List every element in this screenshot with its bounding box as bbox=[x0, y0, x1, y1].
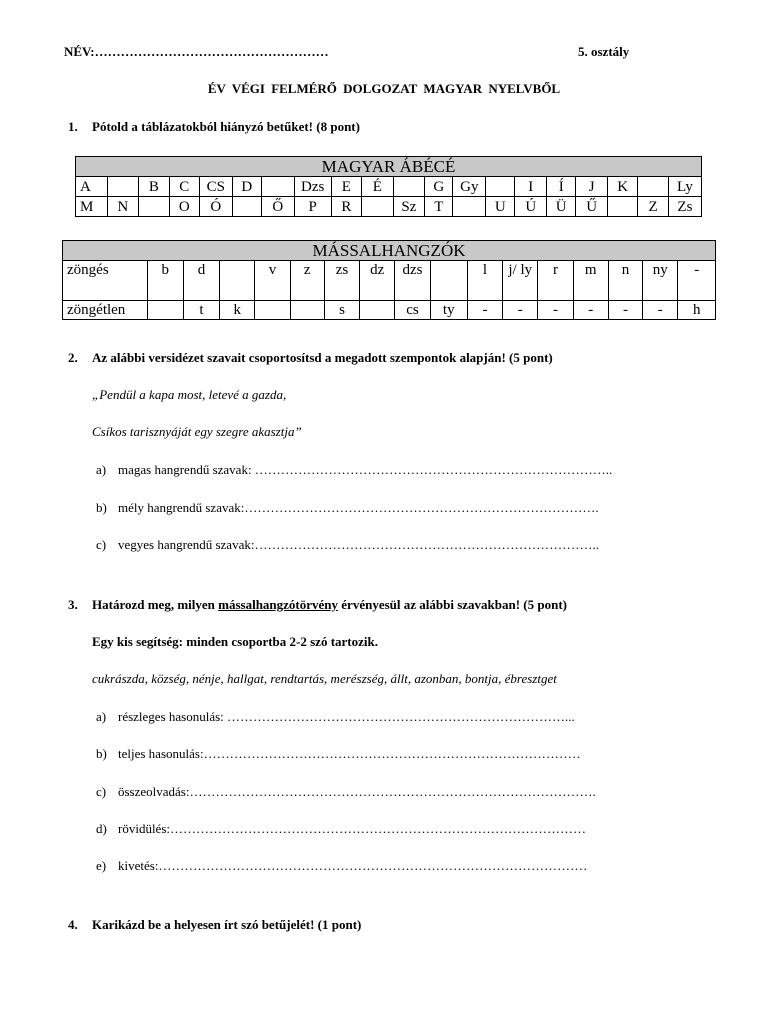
abc-row1-cell: B bbox=[139, 177, 169, 197]
abc-row2-cell: N bbox=[107, 197, 139, 217]
voiceless-cell: k bbox=[220, 301, 255, 320]
q3-text-after: érvényesül az alábbi szavakban! (5 pont) bbox=[341, 597, 567, 612]
abc-row1-cell: CS bbox=[200, 177, 233, 197]
abc-row1-cell[interactable] bbox=[107, 177, 139, 197]
q2-text: Az alábbi versidézet szavait csoportosítsd a megadott szempontok alapján! (5 pont) bbox=[92, 350, 553, 365]
voiceless-cell: h bbox=[678, 301, 716, 320]
q3-hint: Egy kis segítség: minden csoportba 2-2 szó tartozik. bbox=[92, 634, 378, 649]
grade-label: 5. osztály bbox=[578, 44, 630, 59]
abc-row2-cell[interactable] bbox=[453, 197, 486, 217]
voiceless-cell[interactable] bbox=[360, 301, 395, 320]
q3-item-c-answer-line[interactable]: összeolvadás:…………………………………………………………………………………. bbox=[118, 784, 596, 799]
abc-row2-cell[interactable] bbox=[139, 197, 169, 217]
voiced-cell[interactable] bbox=[220, 261, 255, 301]
q4-number: 4. bbox=[68, 917, 78, 932]
voiced-cell[interactable] bbox=[430, 261, 467, 301]
q3-item-a-answer-line[interactable]: részleges hasonulás: ……………………………………………………………………... bbox=[118, 709, 575, 724]
abc-row1-cell[interactable] bbox=[638, 177, 668, 197]
q4-text: Karikázd be a helyesen írt szó betűjelét! (1 pont) bbox=[92, 917, 362, 932]
abc-row2-cell: Ü bbox=[547, 197, 576, 217]
q2-item-b-letter: b) bbox=[96, 500, 107, 515]
voiced-cell: dz bbox=[360, 261, 395, 301]
voiced-cell: d bbox=[183, 261, 219, 301]
abc-row1-cell: Í bbox=[547, 177, 576, 197]
abc-row2-cell: Ő bbox=[262, 197, 295, 217]
abc-row2-cell: Ű bbox=[576, 197, 608, 217]
voiced-cell: ny bbox=[643, 261, 678, 301]
voiceless-cell: s bbox=[324, 301, 359, 320]
q3-item-d-answer-line[interactable]: rövidülés:…………………………………………………………………………………… bbox=[118, 821, 586, 836]
abc-row2-cell[interactable] bbox=[362, 197, 394, 217]
voiceless-cell: - bbox=[538, 301, 573, 320]
abc-row2-cell: U bbox=[486, 197, 515, 217]
abc-row2-cell: M bbox=[76, 197, 108, 217]
abc-row1-cell: É bbox=[362, 177, 394, 197]
abc-row2-cell: Zs bbox=[668, 197, 701, 217]
voiced-cell: r bbox=[538, 261, 573, 301]
poem-line-2: Csíkos tarisznyáját egy szegre akasztja” bbox=[92, 424, 302, 439]
voiced-label: zöngés bbox=[63, 261, 148, 301]
q3-item-e-answer-line[interactable]: kivetés:……………………………………………………………………………………… bbox=[118, 858, 588, 873]
abc-row1-cell[interactable] bbox=[486, 177, 515, 197]
q1-number: 1. bbox=[68, 119, 78, 134]
abc-row2-cell: R bbox=[331, 197, 361, 217]
q3-item-b-letter: b) bbox=[96, 746, 107, 761]
abc-row1-cell: E bbox=[331, 177, 361, 197]
q2-number: 2. bbox=[68, 350, 78, 365]
abc-row1-cell: A bbox=[76, 177, 108, 197]
q3-item-d-letter: d) bbox=[96, 821, 107, 836]
consonant-table-title: MÁSSALHANGZÓK bbox=[63, 241, 716, 261]
voiceless-cell: - bbox=[467, 301, 502, 320]
abc-row1-cell: I bbox=[515, 177, 547, 197]
abc-row1-cell: Ly bbox=[668, 177, 701, 197]
abc-row1-cell: Dzs bbox=[294, 177, 331, 197]
voiceless-cell: ty bbox=[430, 301, 467, 320]
abc-table bbox=[75, 156, 702, 217]
page-title: ÉV VÉGI FELMÉRŐ DOLGOZAT MAGYAR NYELVBŐL bbox=[207, 81, 561, 96]
consonant-table bbox=[62, 240, 716, 320]
abc-row1-cell: G bbox=[425, 177, 453, 197]
voiceless-cell: - bbox=[643, 301, 678, 320]
abc-row1-cell: D bbox=[232, 177, 261, 197]
q2-item-b-answer-line[interactable]: mély hangrendű szavak:………………………………………………………………………. bbox=[118, 500, 599, 515]
voiceless-label: zöngétlen bbox=[63, 301, 148, 320]
voiceless-cell: t bbox=[183, 301, 219, 320]
q3-text-before: Határozd meg, milyen bbox=[92, 597, 215, 612]
voiced-cell: zs bbox=[324, 261, 359, 301]
abc-title: MAGYAR ÁBÉCÉ bbox=[76, 157, 702, 177]
poem-line-1: „Pendül a kapa most, letevé a gazda, bbox=[92, 387, 287, 402]
voiceless-cell[interactable] bbox=[147, 301, 183, 320]
abc-row2-cell[interactable] bbox=[607, 197, 637, 217]
q3-item-a-letter: a) bbox=[96, 709, 107, 724]
voiced-cell: z bbox=[290, 261, 324, 301]
q1-text: Pótold a táblázatokból hiányzó betűket! (8 pont) bbox=[92, 119, 360, 134]
voiceless-cell: cs bbox=[395, 301, 430, 320]
q2-item-c-answer-line[interactable]: vegyes hangrendű szavak:…………………………………………………………………….. bbox=[118, 537, 599, 552]
voiced-cell: j/ ly bbox=[503, 261, 538, 301]
q3-item-c-letter: c) bbox=[96, 784, 107, 799]
abc-row2-cell: P bbox=[294, 197, 331, 217]
voiced-cell: b bbox=[147, 261, 183, 301]
abc-row2-cell[interactable] bbox=[232, 197, 261, 217]
voiceless-cell: - bbox=[608, 301, 642, 320]
q3-text bbox=[92, 597, 567, 613]
q2-item-c-letter: c) bbox=[96, 537, 107, 552]
abc-row2-cell: Ú bbox=[515, 197, 547, 217]
abc-row2-cell: Sz bbox=[393, 197, 425, 217]
abc-row1-cell[interactable] bbox=[393, 177, 425, 197]
q2-item-a-letter: a) bbox=[96, 462, 107, 477]
voiced-cell: - bbox=[678, 261, 716, 301]
abc-row2-cell: O bbox=[169, 197, 199, 217]
abc-row1-cell: C bbox=[169, 177, 199, 197]
q3-number: 3. bbox=[68, 597, 78, 612]
abc-row2-cell: T bbox=[425, 197, 453, 217]
abc-row1-cell: Gy bbox=[453, 177, 486, 197]
voiced-cell: n bbox=[608, 261, 642, 301]
voiced-cell: v bbox=[255, 261, 290, 301]
name-field[interactable]: NÉV:……………………………………………… bbox=[64, 44, 329, 59]
abc-row1-cell: K bbox=[607, 177, 637, 197]
voiceless-cell: - bbox=[503, 301, 538, 320]
abc-row1-cell[interactable] bbox=[262, 177, 295, 197]
q3-word-list: cukrászda, község, nénje, hallgat, rendtartás, merészség, állt, azonban, bontja, ébresztget bbox=[92, 671, 557, 686]
voiced-cell: l bbox=[467, 261, 502, 301]
voiced-cell: dzs bbox=[395, 261, 430, 301]
voiceless-cell[interactable] bbox=[255, 301, 290, 320]
q3-item-e-letter: e) bbox=[96, 858, 107, 873]
voiced-cell: m bbox=[573, 261, 608, 301]
voiceless-cell: - bbox=[573, 301, 608, 320]
q3-text-underlined: mássalhangzótörvény bbox=[218, 597, 339, 612]
q2-item-a-answer-line[interactable]: magas hangrendű szavak: ……………………………………………………………………….. bbox=[118, 462, 613, 477]
abc-row2-cell: Z bbox=[638, 197, 668, 217]
abc-row1-cell: J bbox=[576, 177, 608, 197]
q3-item-b-answer-line[interactable]: teljes hasonulás:…………………………………………………………………………… bbox=[118, 746, 581, 761]
abc-row2-cell: Ó bbox=[200, 197, 233, 217]
voiceless-cell[interactable] bbox=[290, 301, 324, 320]
